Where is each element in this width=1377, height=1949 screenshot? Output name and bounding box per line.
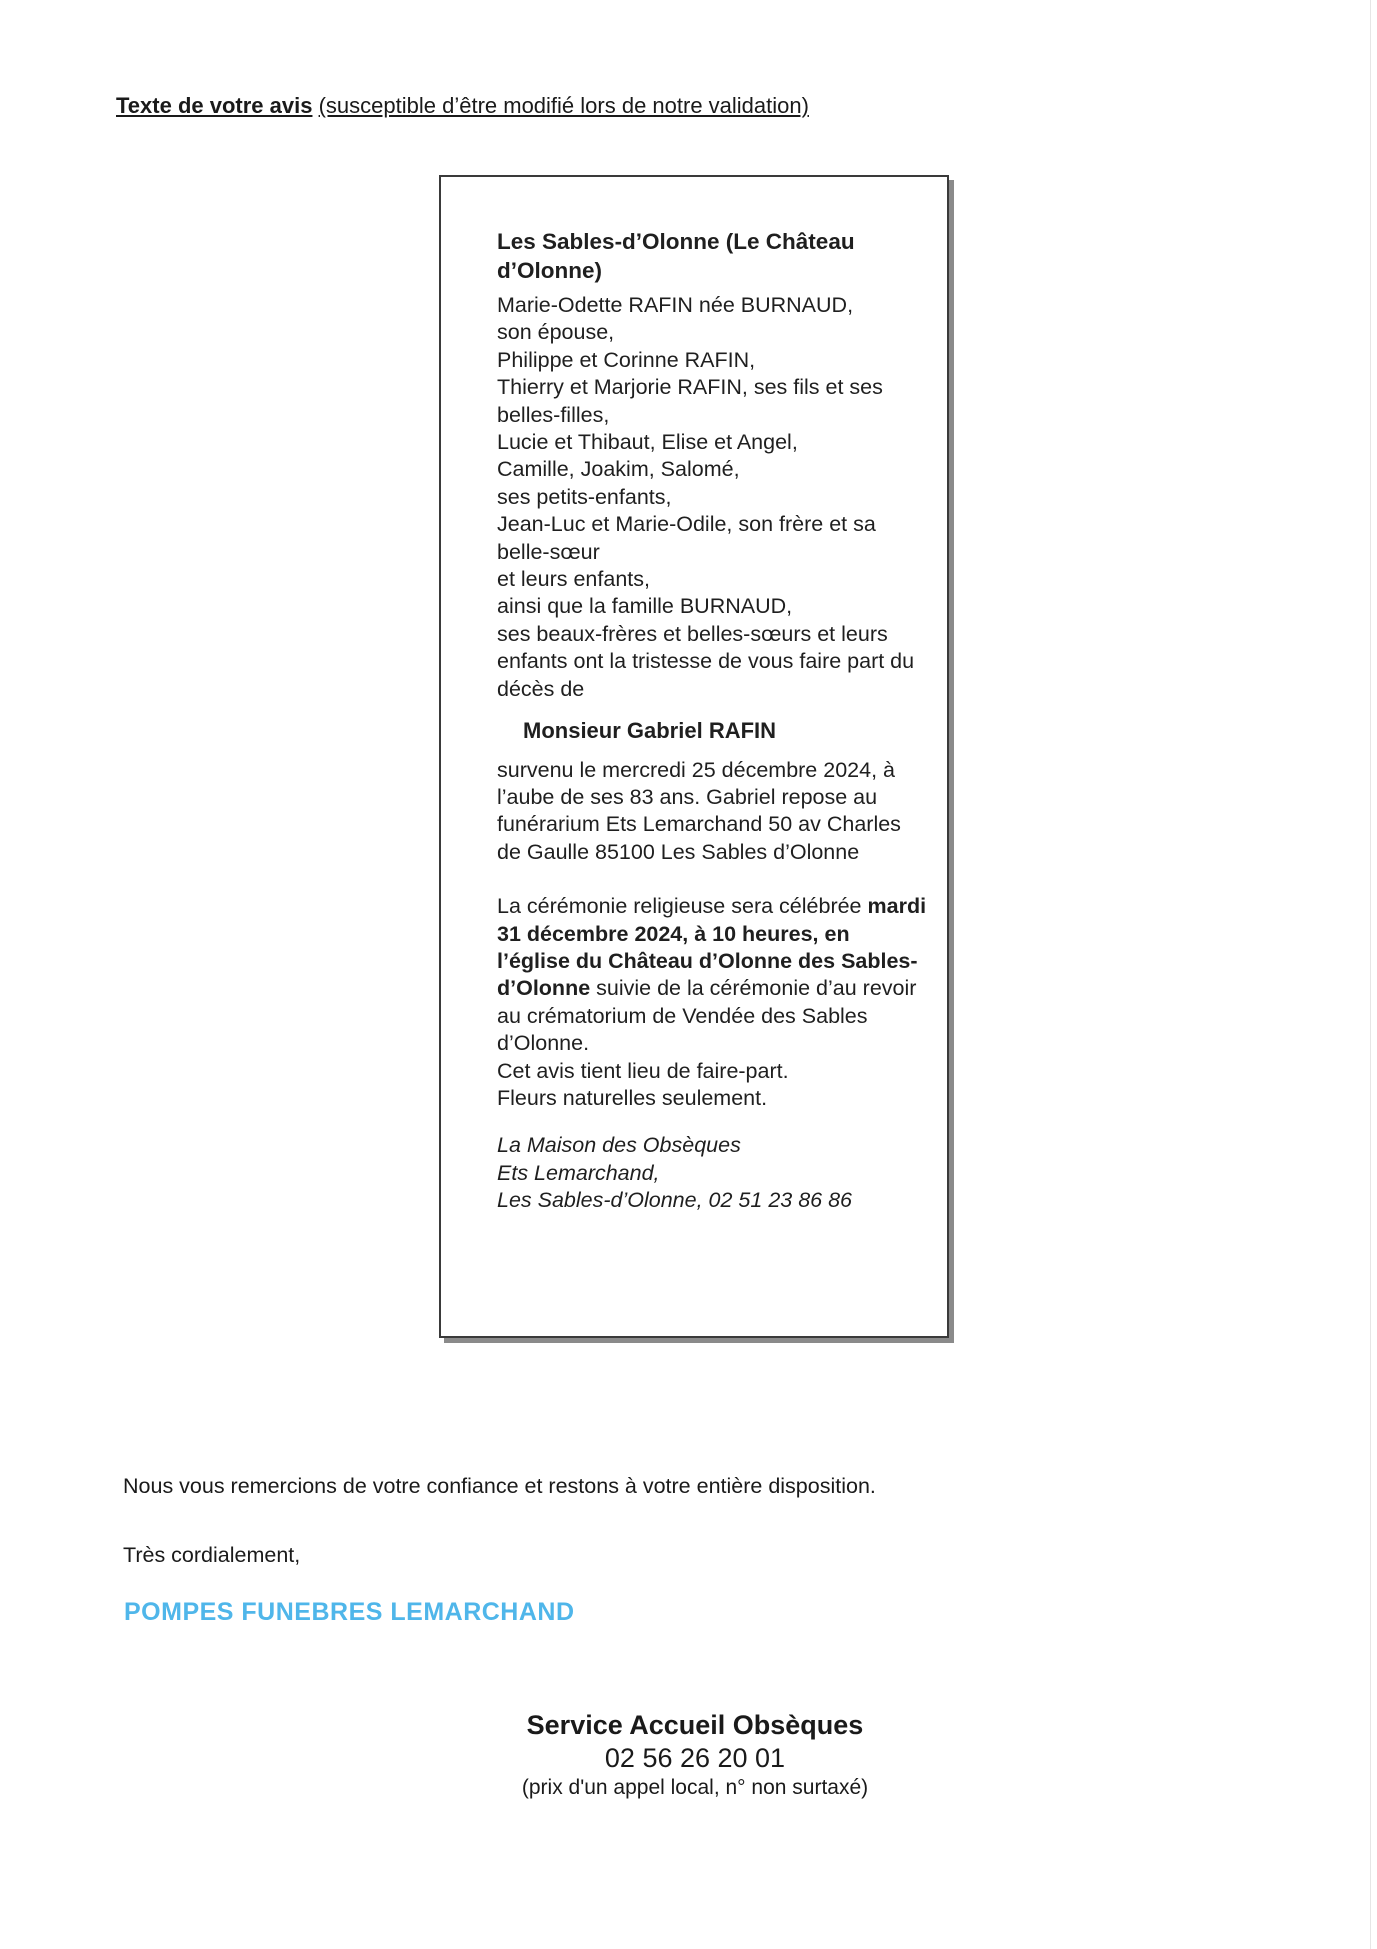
family-line: Thierry et Marjorie RAFIN, ses fils et ses belles-filles, (497, 375, 883, 427)
family-line: Lucie et Thibaut, Elise et Angel, (497, 430, 798, 455)
company-name: POMPES FUNEBRES LEMARCHAND (124, 1598, 575, 1626)
signature-line: La Maison des Obsèques (497, 1133, 741, 1158)
ceremony-text (497, 893, 927, 1057)
family-line: ses petits-enfants, (497, 484, 672, 509)
family-line: ses beaux-frères et belles-sœurs et leurs enfants ont la tristesse de vous faire part du décès de (497, 621, 915, 701)
service-block (400, 1708, 990, 1802)
family-line: Philippe et Corinne RAFIN, (497, 347, 756, 372)
signature-line: Les Sables-d’Olonne, 02 51 23 86 86 (497, 1188, 853, 1213)
deceased-name: Monsieur Gabriel RAFIN (523, 718, 777, 744)
ceremony-details: mardi 31 décembre 2024, à 10 heures, en l’église du Château d’Olonne des Sables-d’Olonne (497, 894, 927, 1001)
notice-header (116, 93, 809, 119)
regards-text: Très cordialement, (123, 1543, 301, 1567)
service-phone: 02 56 26 20 01 (604, 1743, 786, 1773)
header-note: (susceptible d’être modifié lors de notre validation) (318, 93, 809, 118)
service-title: Service Accueil Obsèques (526, 1710, 864, 1740)
family-line: Jean-Luc et Marie-Odile, son frère et sa belle-sœur (497, 512, 876, 564)
notice-frame (439, 175, 949, 1338)
notice-text (497, 227, 927, 1215)
flowers-text: Fleurs naturelles seulement. (497, 1085, 768, 1110)
family-line: Marie-Odette RAFIN née BURNAUD, (497, 293, 854, 317)
header-label: Texte de votre avis (116, 93, 313, 118)
family-line: Camille, Joakim, Salomé, (497, 457, 740, 482)
thanks-text: Nous vous remercions de votre confiance et restons à votre entière disposition. (123, 1474, 876, 1498)
scan-edge-line (1370, 0, 1371, 1949)
ceremony-rest: suivie de la cérémonie d’au revoir au crématorium de Vendée des Sables d’Olonne. (497, 976, 917, 1056)
signature-line: Ets Lemarchand, (497, 1160, 660, 1185)
notice-place: Les Sables-d’Olonne (Le Château d’Olonne) (497, 229, 855, 283)
service-note: (prix d'un appel local, n° non surtaxé) (521, 1776, 869, 1799)
ceremony-intro: La cérémonie religieuse sera célébrée (497, 894, 862, 919)
family-line: son épouse, (497, 320, 615, 345)
family-line: et leurs enfants, (497, 567, 650, 592)
family-line: ainsi que la famille BURNAUD, (497, 594, 793, 619)
death-text: survenu le mercredi 25 décembre 2024, à l’aube de ses 83 ans. Gabriel repose au funérarium Ets Lemarchand 50 av Charles de Gaulle 85100 Les Sables d’Olonne (497, 757, 901, 864)
faire-part-text: Cet avis tient lieu de faire-part. (497, 1058, 789, 1083)
